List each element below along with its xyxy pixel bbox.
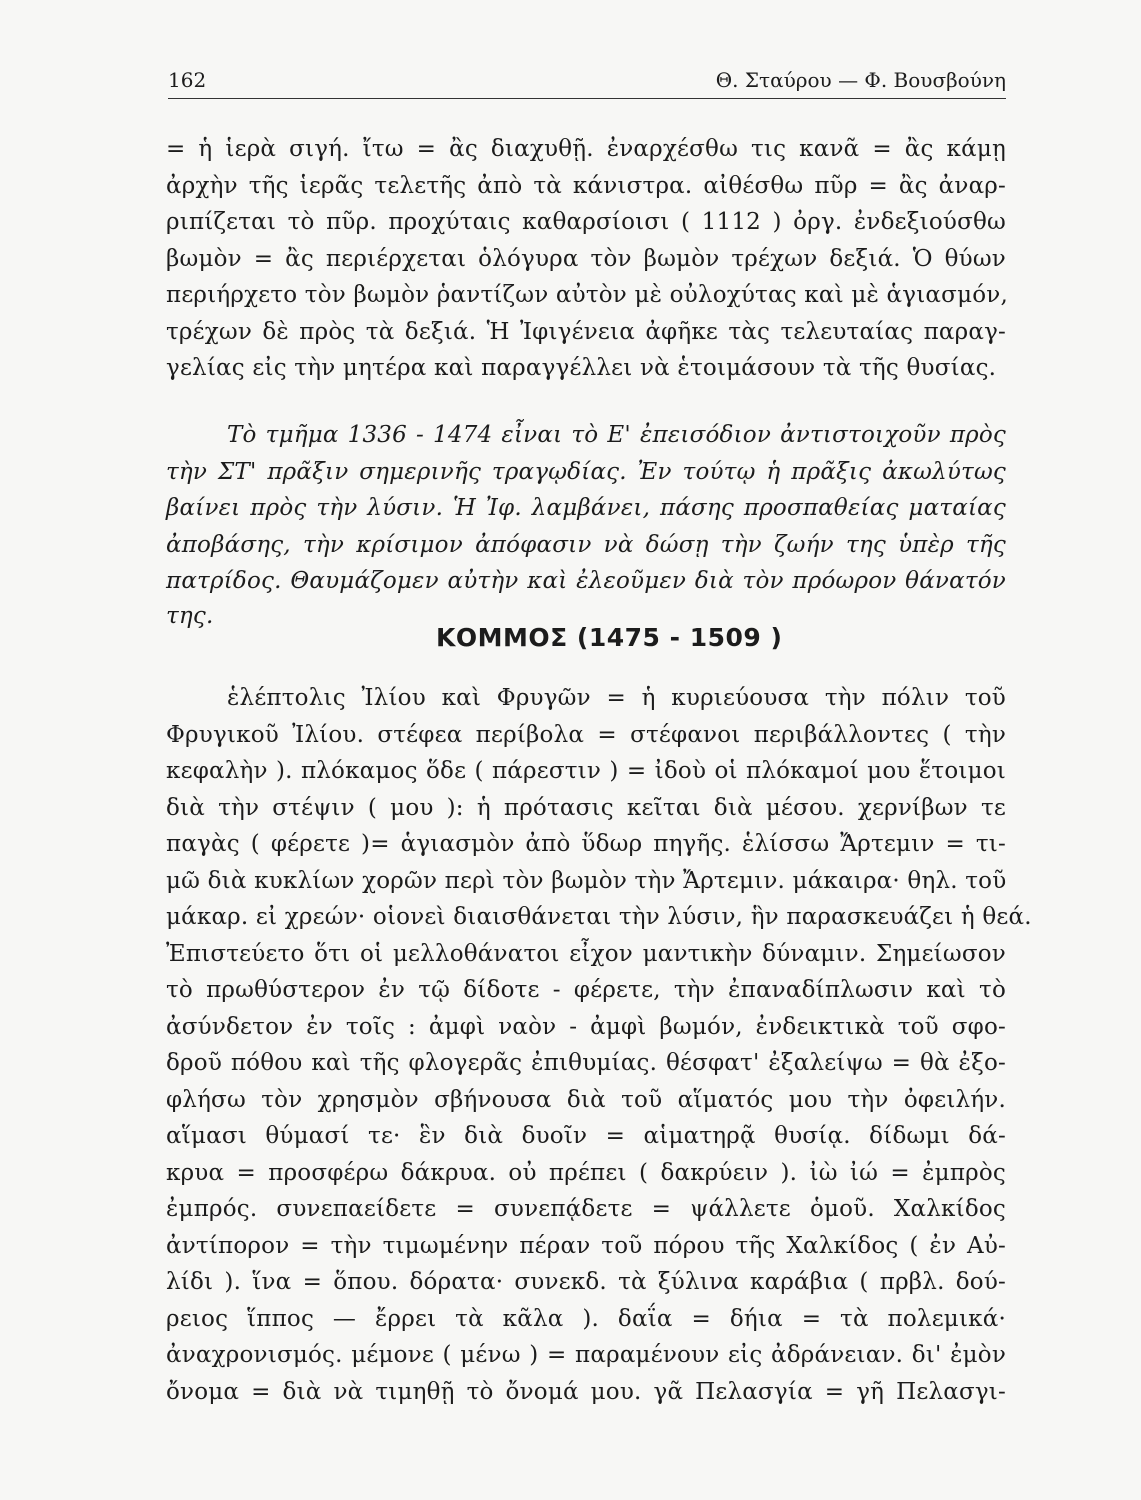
text-line: = ἡ ἱερὰ σιγή. ἴτω = ἂς διαχυθῇ. ἐναρχέσθω τις κανᾶ = ἂς κάμῃ [166, 136, 1006, 162]
text-line: τὸ πρωθύστερον ἐν τῷ δίδοτε - φέρετε, τὴν ἐπαναδίπλωσιν καὶ τὸ [166, 977, 1006, 1003]
text-line: ἐμπρός. συνεπαείδετε = συνεπᾴδετε = ψάλλετε ὁμοῦ. Χαλκίδος [166, 1196, 1006, 1222]
text-line: γελίας εἰς τὴν μητέρα καὶ παραγγέλλει νὰ ἑτοιμάσουν τὰ τῆς θυσίας. [166, 355, 997, 381]
text-line: ριπίζεται τὸ πῦρ. προχύταις καθαρσίοισι ( 1112 ) ὀργ. ἐνδεξιούσθω [166, 209, 1006, 235]
text-line: ἀναχρονισμός. μέμονε ( μένω ) = παραμένουν εἰς ἀδράνειαν. δι' ἐμὸν [166, 1342, 1006, 1368]
text-line: φλήσω τὸν χρησμὸν σβήνουσα διὰ τοῦ αἵματός μου τὴν ὀφειλήν. [166, 1087, 1006, 1113]
text-line: ρειος ἵππος — ἔρρει τὰ κᾶλα ). δαΐα = δήια = τὰ πολεμικά· [166, 1306, 1006, 1332]
text-line: λίδι ). ἵνα = ὅπου. δόρατα· συνεκδ. τὰ ξύλινα καράβια ( πρβλ. δού- [166, 1269, 1006, 1295]
running-head [168, 64, 1006, 99]
text-line: ἀποβάσης, τὴν κρίσιμον ἀπόφασιν νὰ δώσῃ τὴν ζωήν της ὑπὲρ τῆς [166, 532, 1006, 558]
text-line: παγὰς ( φέρετε )= ἁγιασμὸν ἀπὸ ὕδωρ πηγῆς. ἑλίσσω Ἄρτεμιν = τι- [166, 831, 1006, 857]
text-line: δροῦ πόθου καὶ τῆς φλογερᾶς ἐπιθυμίας. θέσφατ' ἐξαλείψω = θὰ ἐξο- [166, 1050, 1006, 1076]
text-line: της. [166, 603, 214, 629]
text-line: ἑλέπτολις Ἰλίου καὶ Φρυγῶν = ἡ κυριεύουσα τὴν πόλιν τοῦ [227, 685, 1006, 711]
text-line: διὰ τὴν στέψιν ( μου ): ἡ πρότασις κεῖται διὰ μέσου. χερνίβων τε [166, 795, 1006, 821]
text-line: κρυα = προσφέρω δάκρυα. οὐ πρέπει ( δακρύειν ). ἰὼ ἰώ = ἐμπρὸς [166, 1160, 1006, 1186]
text-line: Ἐπιστεύετο ὅτι οἱ μελλοθάνατοι εἶχον μαντικὴν δύναμιν. Σημείωσον [166, 941, 1006, 967]
text-line: τὴν ΣΤ' πρᾶξιν σημερινῆς τραγῳδίας. Ἐν τούτῳ ἡ πρᾶξις ἀκωλύτως [166, 459, 1006, 485]
text-line: κεφαλὴν ). πλόκαμος ὅδε ( πάρεστιν ) = ἰδοὺ οἱ πλόκαμοί μου ἕτοιμοι [166, 758, 1006, 784]
text-line: ἀσύνδετον ἐν τοῖς : ἀμφὶ ναὸν - ἀμφὶ βωμόν, ἐνδεικτικὰ τοῦ σφο- [166, 1014, 1006, 1040]
text-line: βωμὸν = ἂς περιέρχεται ὁλόγυρα τὸν βωμὸν τρέχων δεξιά. Ὁ θύων [166, 246, 1006, 272]
text-line: περιήρχετο τὸν βωμὸν ῥαντίζων αὐτὸν μὲ οὐλοχύτας καὶ μὲ ἁγιασμόν, [166, 282, 1008, 308]
text-line: πατρίδος. Θαυμάζομεν αὐτὴν καὶ ἐλεοῦμεν διὰ τὸν πρόωρον θάνατόν [166, 568, 1006, 594]
text-line: μῶ διὰ κυκλίων χορῶν περὶ τὸν βωμὸν τὴν Ἄρτεμιν. μάκαιρα· θηλ. τοῦ [166, 868, 1007, 894]
text-line: αἵμασι θύμασί τε· ἓν διὰ δυοῖν = αἱματηρᾷ θυσίᾳ. δίδωμι δά- [166, 1123, 1006, 1149]
text-line: τρέχων δὲ πρὸς τὰ δεξιά. Ἡ Ἰφιγένεια ἀφῆκε τὰς τελευταίας παραγ- [166, 319, 1006, 345]
text-line: Τὸ τμῆμα 1336 - 1474 εἶναι τὸ Ε' ἐπεισόδιον ἀντιστοιχοῦν πρὸς [227, 422, 1006, 448]
text-line: βαίνει πρὸς τὴν λύσιν. Ἡ Ἰφ. λαμβάνει, πάσης προσπαθείας ματαίας [166, 495, 1006, 521]
page-number: 162 [168, 68, 207, 92]
section-heading: ΚΟΜΜΟΣ (1475 - 1509 ) [436, 623, 783, 652]
text-line: ὄνομα = διὰ νὰ τιμηθῇ τὸ ὄνομά μου. γᾶ Πελασγία = γῆ Πελασγι- [166, 1379, 1006, 1405]
running-title: Θ. Σταύρου — Φ. Βουσβούνη [715, 68, 1006, 92]
text-line: ἀρχὴν τῆς ἱερᾶς τελετῆς ἀπὸ τὰ κάνιστρα. αἰθέσθω πῦρ = ἂς ἀναρ- [166, 173, 1006, 199]
text-line: Φρυγικοῦ Ἰλίου. στέφεα περίβολα = στέφανοι περιβάλλοντες ( τὴν [166, 722, 1006, 748]
text-line: ἀντίπορον = τὴν τιμωμένην πέραν τοῦ πόρου τῆς Χαλκίδος ( ἐν Αὐ- [166, 1233, 1006, 1259]
text-line: μάκαρ. εἰ χρεών· οἱονεὶ διαισθάνεται τὴν λύσιν, ἣν παρασκευάζει ἡ θεά. [166, 904, 1032, 930]
